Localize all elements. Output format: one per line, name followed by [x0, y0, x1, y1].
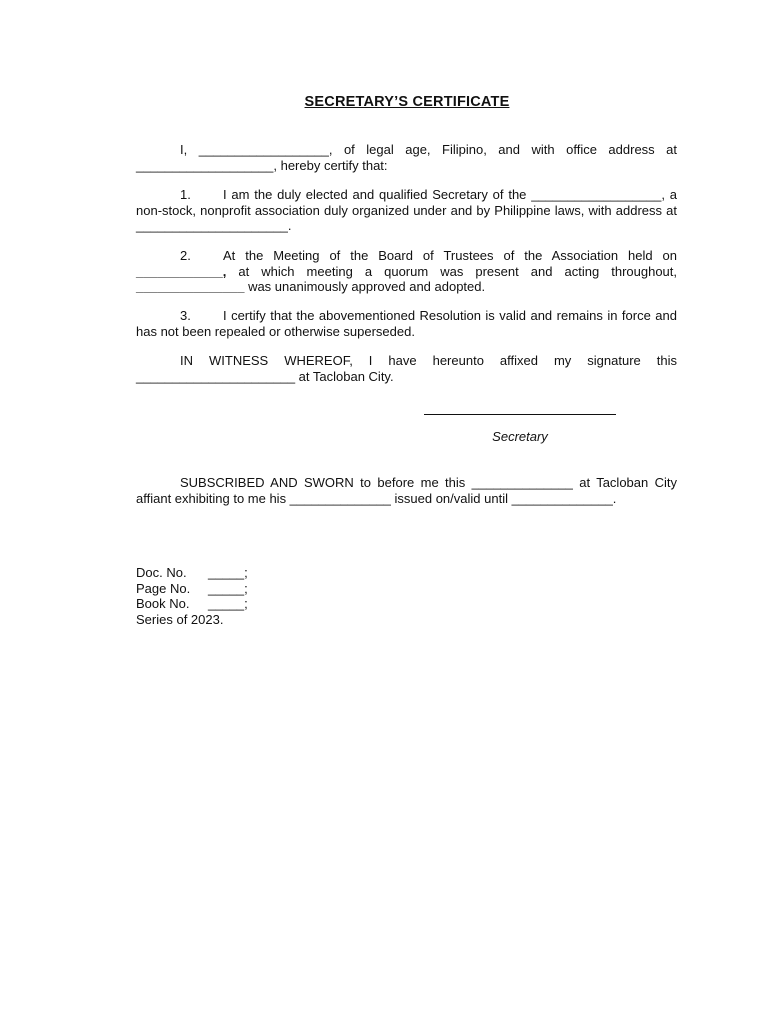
item-2-text-a: At the Meeting of the Board of Trustees of the Association held on — [223, 248, 677, 263]
item-1-text: I am the duly elected and qualified Secretary of the __________________, a non-stock, nonprofit association duly organized under and by Philippine laws, with address at _____________________. — [136, 187, 677, 234]
book-no-row — [136, 596, 248, 612]
signature-line — [424, 414, 616, 415]
doc-no-label: Doc. No. — [136, 565, 187, 580]
signature-label: Secretary — [492, 429, 548, 444]
item-2-text-c: was unanimously approved and adopted. — [244, 279, 486, 295]
item-3-text: I certify that the abovementioned Resolution is valid and remains in force and has not been repealed or otherwise superseded. — [136, 308, 677, 339]
page-no-row — [136, 581, 248, 597]
meeting-date-blank: ____________, — [136, 263, 227, 279]
intro-paragraph: I, __________________, of legal age, Filipino, and with office address at ___________________, hereby certify that: — [136, 142, 677, 173]
series-text: Series of 2023. — [136, 611, 224, 627]
item-3-number: 3. — [180, 308, 191, 323]
page-no-label: Page No. — [136, 580, 191, 596]
page-no-value: _____; — [208, 580, 248, 596]
item-3-paragraph — [136, 308, 677, 339]
item-2-paragraph — [136, 248, 677, 295]
item-2-number: 2. — [180, 248, 191, 263]
item-2-text-b: at which meeting a quorum was present and acting throughout, — [226, 263, 677, 279]
doc-no-row — [136, 565, 248, 581]
item-1-number: 1. — [180, 187, 191, 202]
jurat-paragraph: SUBSCRIBED AND SWORN to before me this ______________ at Tacloban City affiant exhibiting to me his ______________ issued on/valid until ______________. — [136, 475, 677, 506]
book-no-label: Book No. — [136, 596, 190, 612]
resolution-blank: _______________ — [136, 279, 245, 295]
notarial-register — [136, 565, 248, 627]
item-1-paragraph — [136, 187, 677, 234]
book-no-value: _____; — [208, 596, 248, 612]
witness-paragraph: IN WITNESS WHEREOF, I have hereunto affixed my signature this ______________________ at Tacloban City. — [136, 353, 677, 384]
doc-no-value: _____; — [208, 565, 248, 580]
document-title: SECRETARY’S CERTIFICATE — [304, 94, 510, 110]
series-row — [136, 612, 248, 628]
